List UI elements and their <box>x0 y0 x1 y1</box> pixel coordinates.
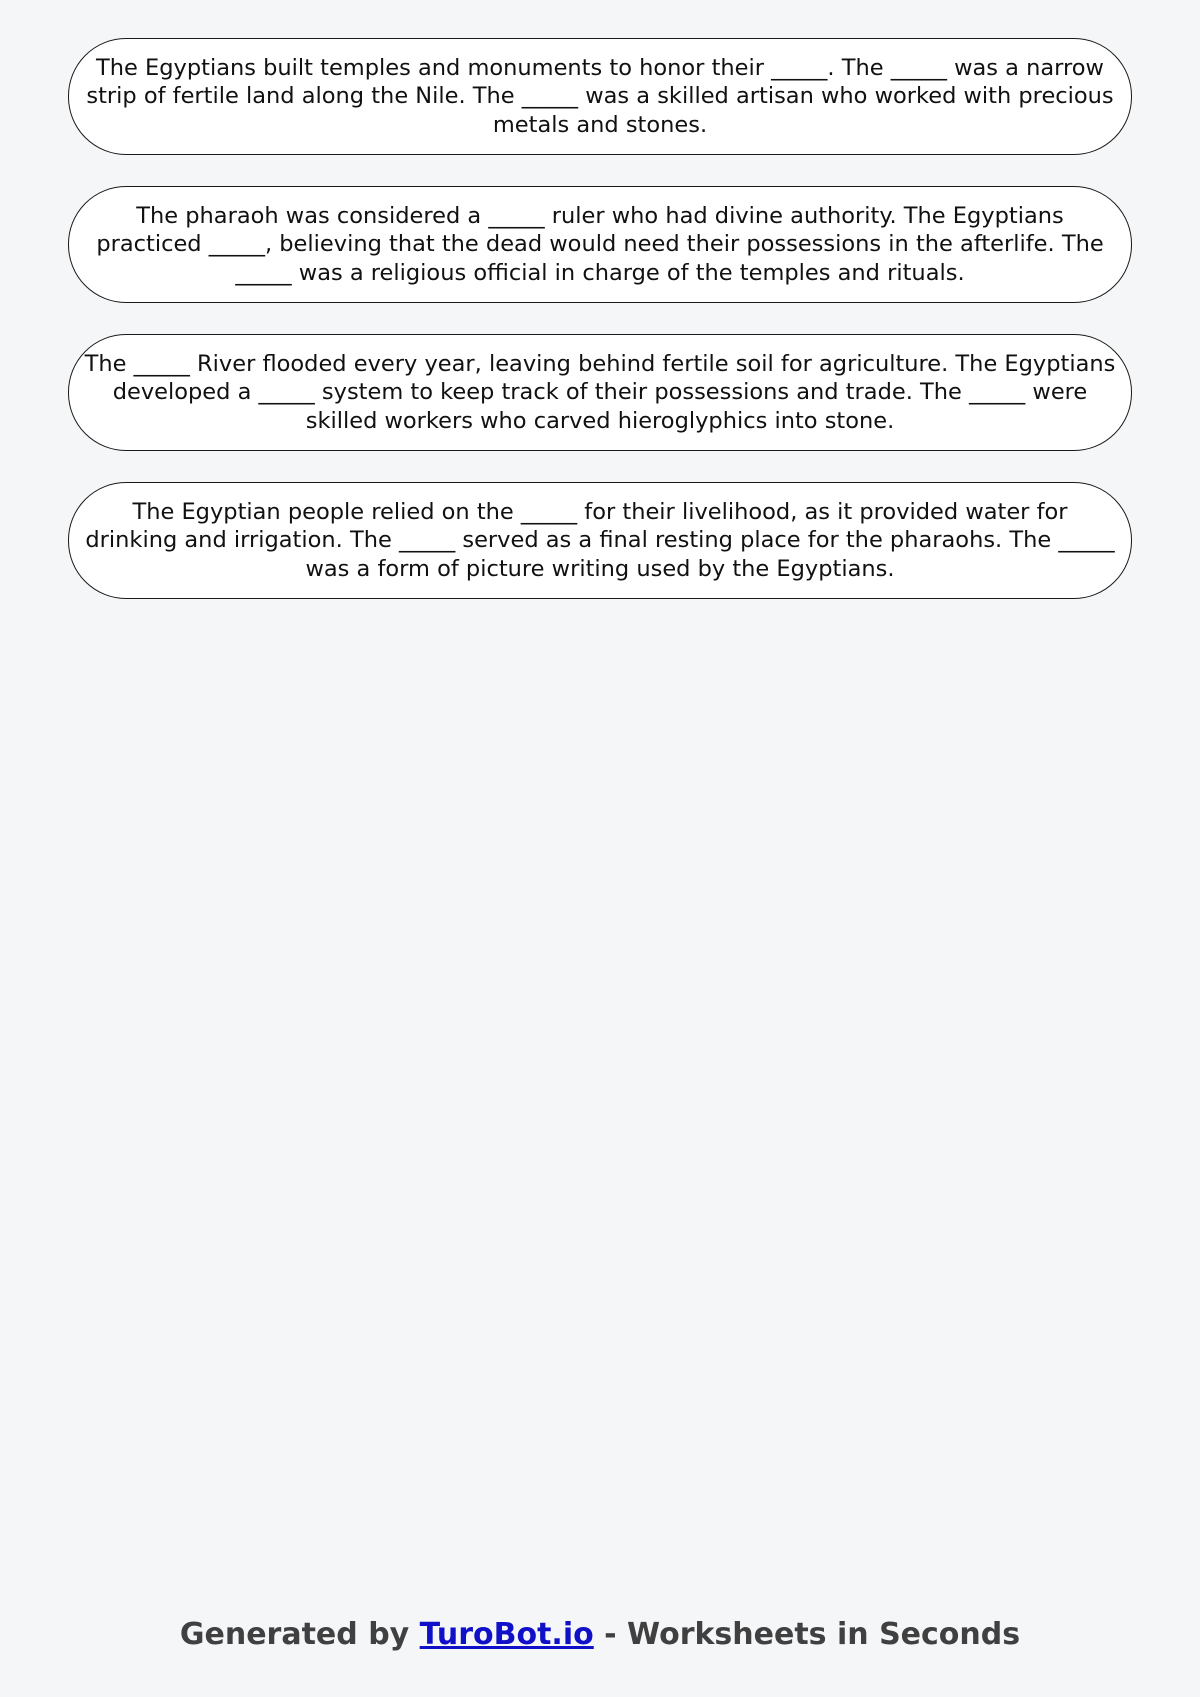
question-card-4 <box>68 482 1132 599</box>
footer-suffix: - Worksheets in Seconds <box>593 1617 1021 1652</box>
question-card-2 <box>68 186 1132 303</box>
question-card-1 <box>68 38 1132 155</box>
question-text: The pharaoh was considered a _____ ruler who had divine authority. The Egyptians practiced _____, believing that the dead would need their possessions in the afterlife. The _____ was a religious official in charge of the temples and rituals. <box>96 202 1104 286</box>
footer <box>0 1617 1200 1652</box>
turobot-link[interactable]: TuroBot.io <box>419 1617 594 1652</box>
question-text: The _____ River flooded every year, leaving behind fertile soil for agriculture. The Egyptians developed a _____ system to keep track of their possessions and trade. The _____ were skilled workers who carved hieroglyphics into stone. <box>84 350 1116 434</box>
question-text: The Egyptian people relied on the _____ for their livelihood, as it provided water for drinking and irrigation. The _____ served as a final resting place for the pharaohs. The _____ was a form of picture writing used by the Egyptians. <box>85 498 1115 582</box>
question-text: The Egyptians built temples and monuments to honor their _____. The _____ was a narrow strip of fertile land along the Nile. The _____ was a skilled artisan who worked with precious metals and stones. <box>86 54 1114 138</box>
question-card-3 <box>68 334 1132 451</box>
worksheet <box>68 38 1132 630</box>
footer-prefix: Generated by <box>179 1617 420 1652</box>
